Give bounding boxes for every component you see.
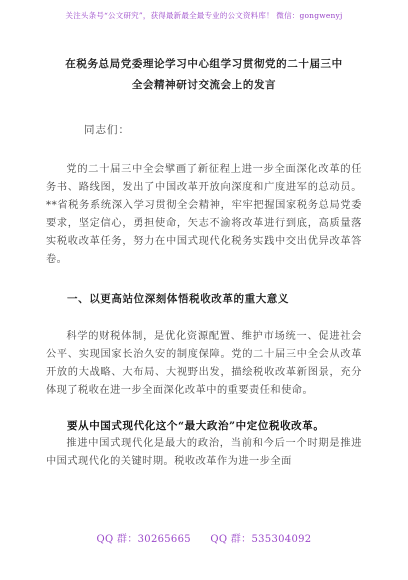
footer-qq-group-1: QQ 群：30265665 [96,534,191,545]
header-banner: 关注头条号“公文研究”，获得最新最全最专业的公文资料库！ 微信：gongwenyj [65,11,343,20]
title-line-1: 在税务总局党委理论学习中心组学习贯彻党的二十届三中 [65,58,343,70]
footer-banner [0,530,408,545]
page-title [46,54,362,96]
paragraph-fiscal-system: 科学的财税体制，是优化资源配置、维护市场统一、促进社会公平、实现国家长治久安的制度保障。党的二十届三中全会从改革开放的大战略、大布局、大视野出发，描绘税收改革新图景，充分体现了税收在进一步全面深化改革中的重要责任和使命。 [46,331,362,396]
sub-heading: 要从中国式现代化这个“最大政治”中定位税收改革。 [67,420,325,432]
document-body [46,54,362,471]
footer-qq-group-2: QQ 群：535304092 [210,534,312,545]
paragraph-intro: 党的二十届三中全会擘画了新征程上进一步全面深化改革的任务书、路线图，发出了中国改革开放向深度和广度进军的总动员。**省税务系统深入学习贯彻全会精神，牢牢把握国家税务总局党委要求，坚定信心，勇担使命，矢志不渝将改革进行到底，高质量落实税收改革任务，努力在中国式现代化税务实践中交出优异改革答卷。 [46,164,362,265]
section-heading-1: 一、以更高站位深刻体悟税收改革的重大意义 [67,293,289,305]
salutation: 同志们： [84,124,130,136]
paragraph-modernization: 推进中国式现代化是最大的政治，当前和今后一个时期是推进中国式现代化的关键时期。税收改革作为进一步全面 [46,438,362,467]
title-line-2: 全会精神研讨交流会上的发言 [131,79,277,91]
